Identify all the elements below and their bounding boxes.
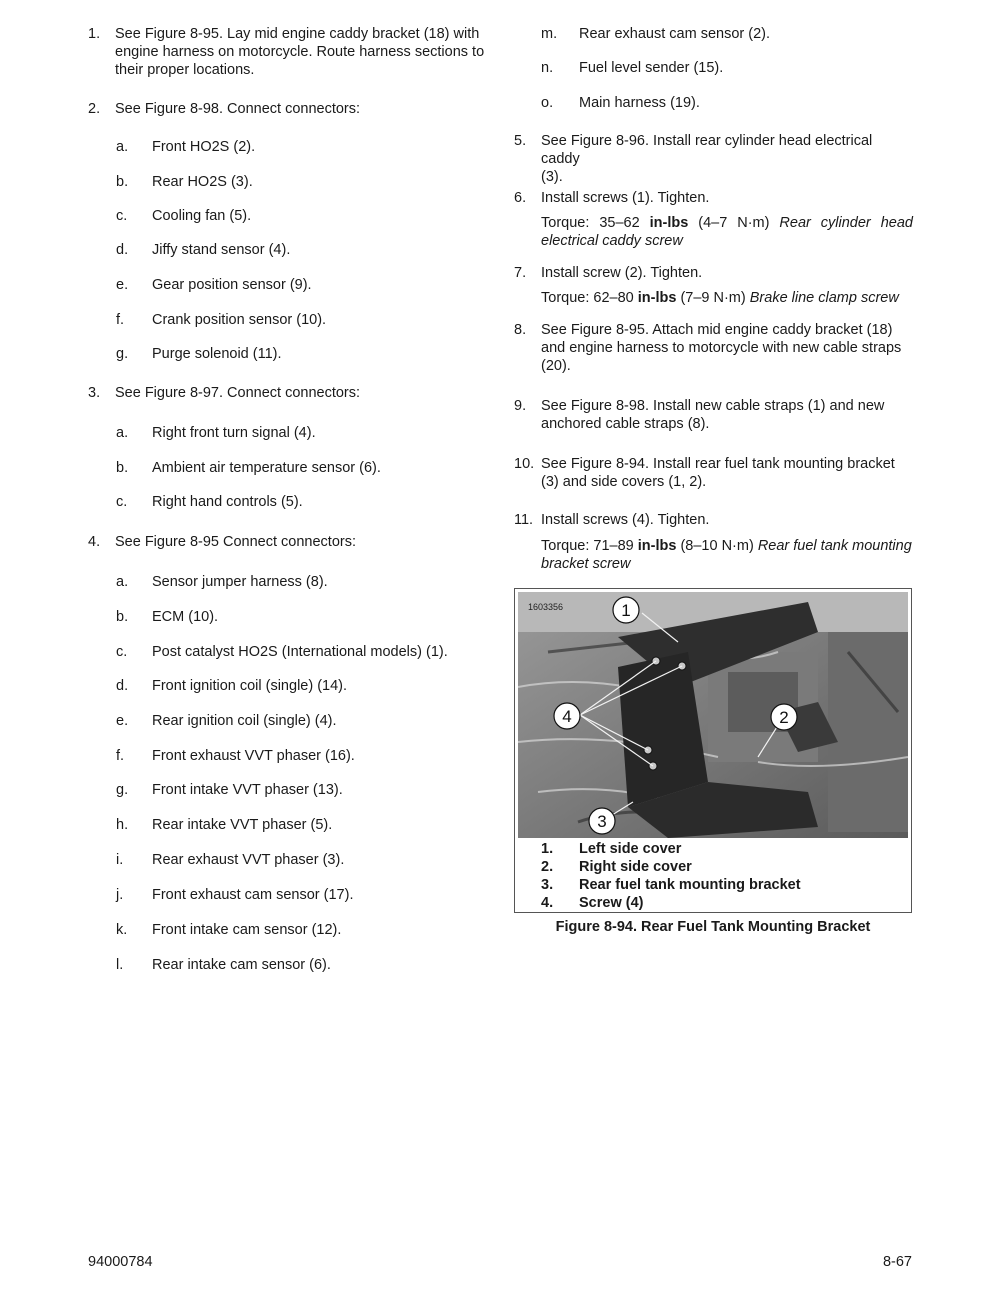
- substep-text: Ambient air temperature sensor (6).: [152, 460, 381, 476]
- step-number: 10.: [514, 456, 535, 472]
- substep-text: Purge solenoid (11).: [152, 346, 282, 362]
- callout-4: [554, 703, 580, 729]
- torque-spec: Torque: 71–89 in-lbs (8–10 N·m) Rear fuel tank mounting bracket screw: [541, 538, 912, 572]
- step-number: 1.: [88, 26, 101, 42]
- step-number: 8.: [514, 322, 527, 338]
- svg-text:3: 3: [597, 812, 607, 831]
- engine-photo: [518, 592, 908, 838]
- step-text-line: See Figure 8-94. Install rear fuel tank mounting bracket: [541, 456, 895, 472]
- step-text-line: Install screws (1). Tighten.: [541, 190, 710, 206]
- substep-text: ECM (10).: [152, 609, 219, 625]
- right-column: [514, 0, 912, 580]
- substep-letter: a.: [116, 574, 129, 590]
- callout-3: [589, 808, 615, 834]
- step-number: 5.: [514, 133, 527, 149]
- step-text-line: Install screws (4). Tighten.: [541, 512, 710, 528]
- substep-text: Rear exhaust cam sensor (2).: [579, 26, 770, 42]
- step-text-line: their proper locations.: [115, 62, 255, 78]
- substep-letter: l.: [116, 957, 124, 973]
- step-text-line: and engine harness to motorcycle with new cable straps: [541, 340, 902, 356]
- left-column: [88, 0, 498, 1000]
- substep-letter: o.: [541, 95, 554, 111]
- substep-letter: c.: [116, 494, 128, 510]
- legend-item: 3. Rear fuel tank mounting bracket: [541, 877, 801, 893]
- callout-2: [771, 704, 797, 730]
- substep-letter: b.: [116, 174, 129, 190]
- substep-text: Sensor jumper harness (8).: [152, 574, 328, 590]
- substep-text: Gear position sensor (9).: [152, 277, 312, 293]
- page-number: 8-67: [882, 1254, 912, 1270]
- substep-letter: j.: [116, 887, 124, 903]
- substep-letter: d.: [116, 242, 129, 258]
- substep-letter: f.: [116, 312, 125, 328]
- substep-letter: e.: [116, 277, 129, 293]
- svg-text:4: 4: [562, 707, 572, 726]
- step-text-line: See Figure 8-96. Install rear cylinder head electrical caddy: [541, 133, 873, 167]
- step-text-line: See Figure 8-97. Connect connectors:: [115, 385, 361, 401]
- step-text-line: (3).: [541, 169, 563, 185]
- substep-text: Front HO2S (2).: [152, 139, 256, 155]
- substep-text: Front ignition coil (single) (14).: [152, 678, 348, 694]
- legend-item: 1. Left side cover: [541, 841, 682, 857]
- step-number: 6.: [514, 190, 527, 206]
- step-text-line: Install screw (2). Tighten.: [541, 265, 703, 281]
- torque-spec: Torque: 35–62 in-lbs (4–7 N·m) Rear cylinder head electrical caddy screw: [541, 215, 913, 249]
- step-text-line: (3) and side covers (1, 2).: [541, 474, 707, 490]
- substep-letter: n.: [541, 60, 554, 76]
- callout-1: [613, 597, 639, 623]
- substep-letter: b.: [116, 609, 129, 625]
- substep-text: Front exhaust cam sensor (17).: [152, 887, 354, 903]
- step-number: 4.: [88, 534, 101, 550]
- substep-text: Rear intake VVT phaser (5).: [152, 817, 333, 833]
- figure-caption: Figure 8-94. Rear Fuel Tank Mounting Bracket: [555, 919, 871, 935]
- svg-text:2: 2: [779, 708, 789, 727]
- substep-letter: f.: [116, 748, 125, 764]
- substep-letter: a.: [116, 139, 129, 155]
- document-number: 94000784: [88, 1254, 153, 1270]
- step-number: 9.: [514, 398, 527, 414]
- engine-photo-illustration: [518, 592, 908, 838]
- substep-text: Fuel level sender (15).: [579, 60, 724, 76]
- substep-letter: b.: [116, 460, 129, 476]
- torque-spec: Torque: 62–80 in-lbs (7–9 N·m) Brake line clamp screw: [541, 290, 899, 306]
- substep-text: Rear intake cam sensor (6).: [152, 957, 331, 973]
- substep-text: Post catalyst HO2S (International models) (1).: [152, 644, 448, 660]
- substep-letter: c.: [116, 644, 128, 660]
- step-number: 11.: [514, 512, 534, 528]
- substep-text: Rear exhaust VVT phaser (3).: [152, 852, 345, 868]
- substep-text: Front exhaust VVT phaser (16).: [152, 748, 355, 764]
- substep-text: Main harness (19).: [579, 95, 700, 111]
- substep-text: Jiffy stand sensor (4).: [152, 242, 291, 258]
- figure-box: [514, 588, 912, 913]
- step-number: 3.: [88, 385, 101, 401]
- substep-letter: m.: [541, 26, 558, 42]
- substep-text: Front intake cam sensor (12).: [152, 922, 342, 938]
- step-text-line: See Figure 8-98. Connect connectors:: [115, 101, 361, 117]
- substep-text: Cooling fan (5).: [152, 208, 252, 224]
- step-number: 7.: [514, 265, 527, 281]
- substep-letter: c.: [116, 208, 128, 224]
- step-text-line: See Figure 8-95. Attach mid engine caddy bracket (18): [541, 322, 893, 338]
- substep-letter: d.: [116, 678, 129, 694]
- substep-text: Right front turn signal (4).: [152, 425, 316, 441]
- substep-letter: a.: [116, 425, 129, 441]
- substep-letter: h.: [116, 817, 129, 833]
- step-text-line: See Figure 8-98. Install new cable straps (1) and new: [541, 398, 885, 414]
- substep-letter: e.: [116, 713, 129, 729]
- substep-letter: k.: [116, 922, 128, 938]
- step-number: 2.: [88, 101, 101, 117]
- figure-legend: [541, 840, 801, 912]
- photo-id: 1603356: [528, 602, 564, 612]
- legend-item: 2. Right side cover: [541, 859, 692, 875]
- step-text-line: engine harness on motorcycle. Route harness sections to: [115, 44, 485, 60]
- substep-text: Front intake VVT phaser (13).: [152, 782, 343, 798]
- substep-text: Crank position sensor (10).: [152, 312, 327, 328]
- substep-letter: g.: [116, 346, 129, 362]
- substep-letter: g.: [116, 782, 129, 798]
- step-text-line: See Figure 8-95. Lay mid engine caddy bracket (18) with: [115, 26, 480, 42]
- step-text-line: anchored cable straps (8).: [541, 416, 710, 432]
- substep-text: Rear ignition coil (single) (4).: [152, 713, 337, 729]
- step-text-line: (20).: [541, 358, 571, 374]
- substep-text: Right hand controls (5).: [152, 494, 303, 510]
- legend-item: 4. Screw (4): [541, 895, 644, 911]
- substep-letter: i.: [116, 852, 124, 868]
- step-text-line: See Figure 8-95 Connect connectors:: [115, 534, 356, 550]
- svg-text:1: 1: [621, 601, 631, 620]
- substep-text: Rear HO2S (3).: [152, 174, 253, 190]
